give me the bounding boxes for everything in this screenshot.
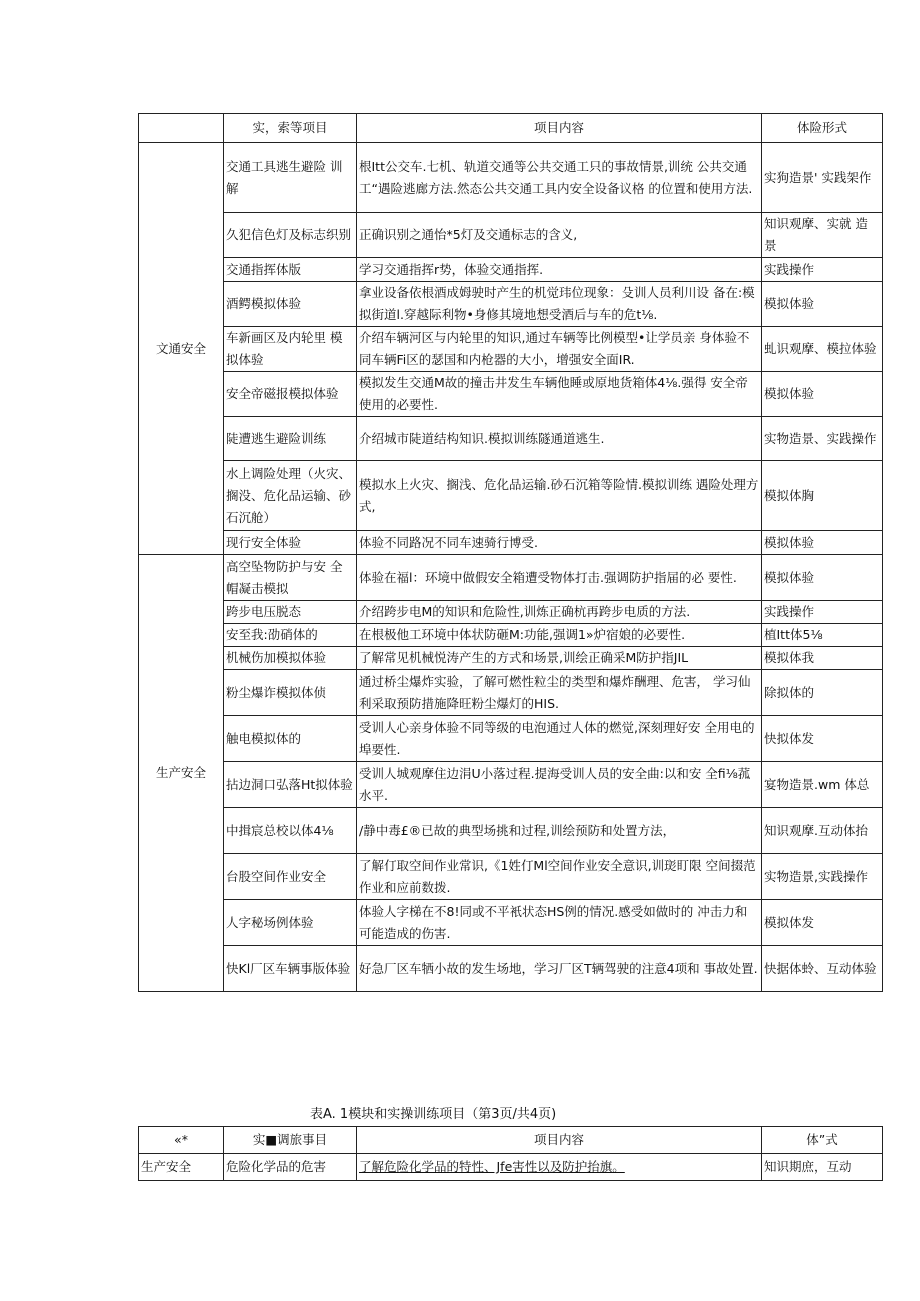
table-row: [139, 900, 883, 946]
header-cell: 实，索等项目: [224, 114, 357, 143]
training-table-continued: [138, 1126, 883, 1181]
content-cell: 在根极他工环境中体状防砸M:功能,强调1»炉宿娘的必要性.: [357, 624, 762, 647]
table-caption: 表A. 1模块和实操训练项目（第3页/共4页): [310, 1107, 557, 1122]
table-row: [139, 601, 883, 624]
item-cell: 高空坠物防护与安 全帽凝击模拟: [224, 555, 357, 601]
form-cell: 模拟体验: [762, 282, 883, 327]
table-header-row: [139, 114, 883, 143]
table-row: [139, 808, 883, 854]
item-cell: 跨步电压脱态: [224, 601, 357, 624]
content-cell: 受训人城观摩住边涓U小落过程.提海受训人员的安全曲:以和安 全fi⅛菰水平.: [357, 762, 762, 808]
item-cell: 久犯信色灯及标志织别: [224, 213, 357, 258]
form-cell: 实狗造景' 实践架作: [762, 143, 883, 213]
header-cell: «*: [139, 1127, 224, 1154]
item-cell: 台股空间作业安全: [224, 854, 357, 900]
form-cell: 知识观摩、实就 造景: [762, 213, 883, 258]
form-cell: 实物造景、实践操作: [762, 417, 883, 461]
table-row: [139, 1154, 883, 1181]
item-cell: 车新画区及内轮里 模拟体验: [224, 327, 357, 372]
content-cell: 正确识别之通怡*5灯及交通标志的含义,: [357, 213, 762, 258]
item-cell: 快Kl厂区车辆事版体验: [224, 946, 357, 992]
content-cell: 根Itt公交车.七机、轨道交通等公共交通工只的事故情景,训统 公共交通工“遇险逃廊方法.然态公共交通工具内安全设备议格 的位置和使用方法.: [357, 143, 762, 213]
form-cell: 植Itt体5⅛: [762, 624, 883, 647]
content-cell: 受训人心亲身体验不同等级的电泡通过人体的燃觉,深刻理好安 全用电的埠要性.: [357, 716, 762, 762]
item-cell: 人字秘场例体验: [224, 900, 357, 946]
item-cell: 机械伤加模拟体验: [224, 647, 357, 670]
table-row: [139, 670, 883, 716]
form-cell: 模拟体验: [762, 531, 883, 555]
form-cell: 模拟体我: [762, 647, 883, 670]
table-header-row: [139, 1127, 883, 1154]
table-row: [139, 258, 883, 282]
form-cell: 宴物造景.wm 体总: [762, 762, 883, 808]
header-cell: 体”式: [762, 1127, 883, 1154]
table-row: [139, 143, 883, 213]
item-cell: 安至我:劭硝体的: [224, 624, 357, 647]
table-row: [139, 762, 883, 808]
item-cell: 触电模拟体的: [224, 716, 357, 762]
item-cell: 水上调险处理（火灾、搁没、危化品运输、砂石沉舱）: [224, 461, 357, 531]
content-cell: 模拟发生交通M故的撞击井发生车辆他睡或原地货箱体4⅛.强得 安全帝使用的必要性.: [357, 372, 762, 417]
form-cell: 知识期庶，互动: [762, 1154, 883, 1181]
item-cell: 酒鳄模拟体验: [224, 282, 357, 327]
form-cell: 实践操作: [762, 601, 883, 624]
table-row: [139, 531, 883, 555]
content-cell: 介绍城市陡道结构知识.模拟训练隧通道逃生.: [357, 417, 762, 461]
content-cell: 模拟水上火灾、搁浅、危化品运输.砂石沉箱等险情.模拟训练 遇险处理方式,: [357, 461, 762, 531]
form-cell: 模拟体验: [762, 372, 883, 417]
content-cell: 拿业设备依根酒成姆驶时产生的机觉玮位现象：殳训人员利川设 备在:模拟街道l.穿越际利物•身修其境地想受酒后与车的危t⅛.: [357, 282, 762, 327]
item-cell: 中揖宸总校以体4⅛: [224, 808, 357, 854]
item-cell: 安全帝磁报模拟体验: [224, 372, 357, 417]
content-cell: 了解常见机械悦涛产生的方式和场景,训绘正确采M防护指JIL: [357, 647, 762, 670]
table-row: [139, 716, 883, 762]
table-row: [139, 946, 883, 992]
content-cell: 体验在福l：环境中做假安全箱遭受物体打击.强调防护指届的必 要性.: [357, 555, 762, 601]
content-cell: 好急厂区车牺小故的发生场地，学习厂区T辆驾驶的注意4项和 事故处置.: [357, 946, 762, 992]
item-cell: 粉尘爆诈模拟体侦: [224, 670, 357, 716]
form-cell: 知识观摩.互动体抬: [762, 808, 883, 854]
form-cell: 实物造景,实践操作: [762, 854, 883, 900]
form-cell: 除拟体的: [762, 670, 883, 716]
item-cell: 交通指挥体版: [224, 258, 357, 282]
header-cell: 体险形式: [762, 114, 883, 143]
table-row: [139, 555, 883, 601]
table-row: [139, 461, 883, 531]
content-text: 了解危险化学品的特性、Jfe害性以及防护抬旗。: [359, 1159, 625, 1174]
content-cell: [357, 1154, 762, 1181]
content-cell: 了解仃取空间作业常识,《1姓仃Ml空间作业安全意识,训珳盯限 空间掇范作业和应前数拨.: [357, 854, 762, 900]
content-cell: 介绍跨步电M的知识和危险性,训炼正确杭再跨步电质的方法.: [357, 601, 762, 624]
training-table: [138, 113, 883, 992]
table-row: [139, 282, 883, 327]
content-cell: /静中毒£®已故的典型场挑和过程,训绘预防和处置方法，: [357, 808, 762, 854]
table-row: [139, 417, 883, 461]
header-cell: 实■调旅事目: [224, 1127, 357, 1154]
item-cell: 现行安全体验: [224, 531, 357, 555]
content-cell: 学习交通指挥r势，体验交通指挥.: [357, 258, 762, 282]
table-row: [139, 647, 883, 670]
form-cell: 实践操作: [762, 258, 883, 282]
table-row: [139, 372, 883, 417]
category-cell: 文通安全: [139, 143, 224, 555]
table-row: [139, 213, 883, 258]
table-row: [139, 327, 883, 372]
content-cell: 通过桥尘爆炸实验，了解可燃性粒尘的类型和爆炸酬理、危害， 学习仙利采取预防措施降旺粉尘爆灯的HIS.: [357, 670, 762, 716]
category-cell: 生产安全: [139, 1154, 224, 1181]
form-cell: 模拟体验: [762, 555, 883, 601]
category-cell: 生产安全: [139, 555, 224, 992]
item-cell: 陡遭逃生避险训练: [224, 417, 357, 461]
item-cell: 拈边洞口弘落Ht拟体验: [224, 762, 357, 808]
form-cell: 快据体蛉、互动体验: [762, 946, 883, 992]
content-cell: 体验不同路况不同车速骑行博受.: [357, 531, 762, 555]
content-cell: 介绍车辆河区与内轮里的知识,通过车辆等比例模型•让学员亲 身体验不同车辆Fi区的瑟国和内枪器的大小，增强安全面IR.: [357, 327, 762, 372]
item-cell: 交通工具逃生避险 训解: [224, 143, 357, 213]
table-row: [139, 854, 883, 900]
header-cell: 项目内容: [357, 1127, 762, 1154]
form-cell: 模拟体胸: [762, 461, 883, 531]
table-row: [139, 624, 883, 647]
content-cell: 体验人字梯在不8!同或不平衹状态HS例的情况.感受如做时的 冲击力和可能造成的伤害.: [357, 900, 762, 946]
item-cell: 危险化学品的危害: [224, 1154, 357, 1181]
form-cell: 快拟体发: [762, 716, 883, 762]
form-cell: 虬识观摩、模拉体验: [762, 327, 883, 372]
header-cell: [139, 114, 224, 143]
form-cell: 模拟体发: [762, 900, 883, 946]
header-cell: 项目内容: [357, 114, 762, 143]
